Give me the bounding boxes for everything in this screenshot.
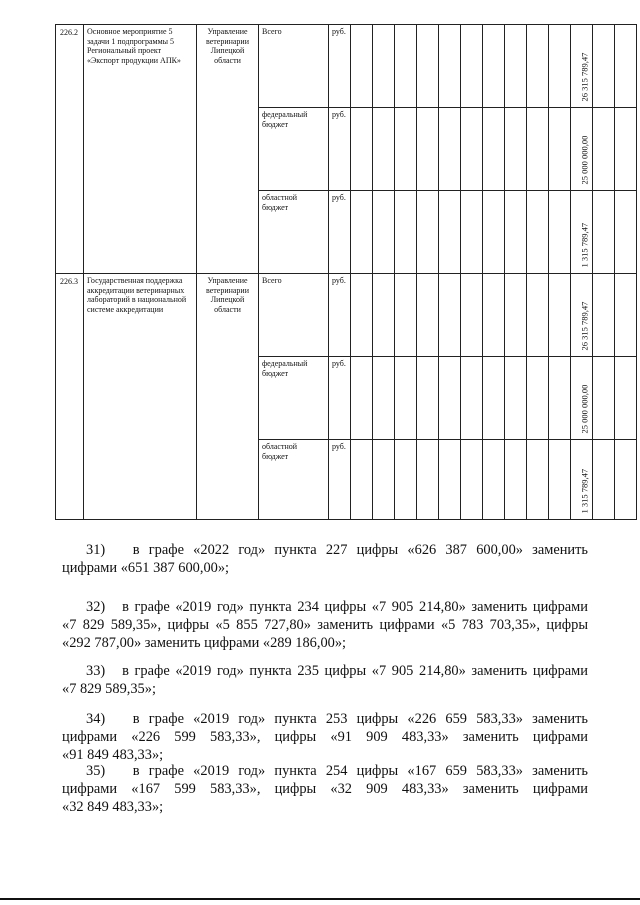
- year-cell-empty: [615, 108, 637, 191]
- para-line: 33) в графе «2019 год» пункта 235 цифры «7 905 214,80» заменить цифрами: [86, 663, 588, 679]
- para-line: «32 849 483,33»;: [62, 799, 164, 815]
- year-cell-empty: [417, 274, 439, 357]
- year-cell-empty: [483, 440, 505, 520]
- item-number: 226.3: [56, 274, 84, 520]
- para-line: цифрами «226 599 583,33», цифры «91 909 483,33» заменить цифрами: [62, 729, 588, 745]
- year-cell-empty: [395, 357, 417, 440]
- year-cell-empty: [373, 108, 395, 191]
- year-cell-empty: [505, 440, 527, 520]
- year-cell-empty: [395, 108, 417, 191]
- year-cell-empty: [593, 108, 615, 191]
- year-cell-empty: [549, 274, 571, 357]
- amendment-31: [62, 541, 588, 577]
- year-cell-empty: [439, 274, 461, 357]
- year-cell-empty: [351, 25, 373, 108]
- year-cell-empty: [351, 440, 373, 520]
- year-cell-empty: [549, 357, 571, 440]
- year-cell-empty: [439, 440, 461, 520]
- para-line: 31) в графе «2022 год» пункта 227 цифры «626 387 600,00» заменить: [86, 542, 588, 558]
- amount-cell: [571, 25, 593, 108]
- amount-value: 25 000 000,00: [579, 384, 589, 433]
- year-cell-empty: [505, 357, 527, 440]
- year-cell-empty: [461, 357, 483, 440]
- funding-source: федеральный бюджет: [259, 357, 329, 440]
- year-cell-empty: [527, 191, 549, 274]
- year-cell-empty: [373, 357, 395, 440]
- year-cell-empty: [505, 274, 527, 357]
- year-cell-empty: [461, 440, 483, 520]
- budget-row: [56, 25, 637, 108]
- year-cell-empty: [395, 440, 417, 520]
- year-cell-empty: [615, 440, 637, 520]
- year-cell-empty: [417, 440, 439, 520]
- year-cell-empty: [527, 274, 549, 357]
- amendment-35: [62, 762, 588, 816]
- year-cell-empty: [615, 191, 637, 274]
- amendment-34: [62, 710, 588, 764]
- year-cell-empty: [351, 191, 373, 274]
- year-cell-empty: [593, 440, 615, 520]
- year-cell-empty: [417, 108, 439, 191]
- amendment-33: [62, 662, 588, 698]
- year-cell-empty: [351, 357, 373, 440]
- year-cell-empty: [395, 274, 417, 357]
- year-cell-empty: [527, 440, 549, 520]
- year-cell-empty: [549, 25, 571, 108]
- year-cell-empty: [527, 108, 549, 191]
- funding-source: областной бюджет: [259, 191, 329, 274]
- year-cell-empty: [461, 191, 483, 274]
- year-cell-empty: [549, 191, 571, 274]
- year-cell-empty: [373, 274, 395, 357]
- para-line: цифрами «651 387 600,00»;: [62, 560, 230, 576]
- year-cell-empty: [549, 108, 571, 191]
- year-cell-empty: [351, 274, 373, 357]
- year-cell-empty: [615, 25, 637, 108]
- year-cell-empty: [593, 357, 615, 440]
- year-cell-empty: [461, 274, 483, 357]
- budget-table: [55, 24, 637, 520]
- item-executor: Управление ветеринарии Липецкой области: [197, 274, 259, 520]
- amount-value: 25 000 000,00: [579, 135, 589, 184]
- amount-cell: [571, 440, 593, 520]
- year-cell-empty: [483, 191, 505, 274]
- item-number: 226.2: [56, 25, 84, 274]
- year-cell-empty: [439, 108, 461, 191]
- year-cell-empty: [527, 357, 549, 440]
- year-cell-empty: [461, 25, 483, 108]
- amount-value: 26 315 789,47: [579, 301, 589, 350]
- year-cell-empty: [593, 25, 615, 108]
- para-line: 32) в графе «2019 год» пункта 234 цифры «7 905 214,80» заменить цифрами: [86, 599, 588, 615]
- unit: руб.: [329, 357, 351, 440]
- unit: руб.: [329, 440, 351, 520]
- amount-cell: [571, 357, 593, 440]
- item-name: Государственная поддержка аккредитации ветеринарных лабораторий в национальной системе аккредитации: [84, 274, 197, 520]
- amount-cell: [571, 274, 593, 357]
- year-cell-empty: [615, 274, 637, 357]
- funding-source: Всего: [259, 274, 329, 357]
- year-cell-empty: [395, 191, 417, 274]
- year-cell-empty: [483, 108, 505, 191]
- funding-source: федеральный бюджет: [259, 108, 329, 191]
- year-cell-empty: [615, 357, 637, 440]
- item-executor: Управление ветеринарии Липецкой области: [197, 25, 259, 274]
- year-cell-empty: [417, 191, 439, 274]
- unit: руб.: [329, 25, 351, 108]
- year-cell-empty: [439, 357, 461, 440]
- para-line: «7 829 589,35», цифры «5 855 727,80» заменить цифрами «5 783 703,35», цифры: [62, 617, 588, 633]
- amount-cell: [571, 108, 593, 191]
- year-cell-empty: [417, 357, 439, 440]
- budget-row: [56, 274, 637, 357]
- para-line: «7 829 589,35»;: [62, 681, 156, 697]
- amendment-32: [62, 598, 588, 652]
- amount-value: 1 315 789,47: [579, 222, 589, 267]
- year-cell-empty: [593, 191, 615, 274]
- unit: руб.: [329, 274, 351, 357]
- year-cell-empty: [505, 108, 527, 191]
- year-cell-empty: [439, 191, 461, 274]
- year-cell-empty: [505, 25, 527, 108]
- funding-source: Всего: [259, 25, 329, 108]
- year-cell-empty: [593, 274, 615, 357]
- year-cell-empty: [373, 440, 395, 520]
- para-line: 35) в графе «2019 год» пункта 254 цифры «167 659 583,33» заменить: [86, 763, 588, 779]
- year-cell-empty: [395, 25, 417, 108]
- amount-value: 26 315 789,47: [579, 52, 589, 101]
- funding-source: областной бюджет: [259, 440, 329, 520]
- year-cell-empty: [505, 191, 527, 274]
- year-cell-empty: [439, 25, 461, 108]
- year-cell-empty: [373, 25, 395, 108]
- para-line: «292 787,00» заменить цифрами «289 186,00»;: [62, 635, 347, 651]
- year-cell-empty: [373, 191, 395, 274]
- para-line: 34) в графе «2019 год» пункта 253 цифры «226 659 583,33» заменить: [86, 711, 588, 727]
- unit: руб.: [329, 108, 351, 191]
- year-cell-empty: [483, 357, 505, 440]
- para-line: «91 849 483,33»;: [62, 747, 164, 763]
- amount-cell: [571, 191, 593, 274]
- page-bottom-rule: [0, 898, 640, 900]
- year-cell-empty: [549, 440, 571, 520]
- year-cell-empty: [417, 25, 439, 108]
- year-cell-empty: [483, 25, 505, 108]
- year-cell-empty: [351, 108, 373, 191]
- year-cell-empty: [527, 25, 549, 108]
- item-name: Основное мероприятие 5 задачи 1 подпрограммы 5 Региональный проект «Экспорт продукции АПК»: [84, 25, 197, 274]
- para-line: цифрами «167 599 583,33», цифры «32 909 483,33» заменить цифрами: [62, 781, 588, 797]
- year-cell-empty: [483, 274, 505, 357]
- amount-value: 1 315 789,47: [579, 468, 589, 513]
- year-cell-empty: [461, 108, 483, 191]
- unit: руб.: [329, 191, 351, 274]
